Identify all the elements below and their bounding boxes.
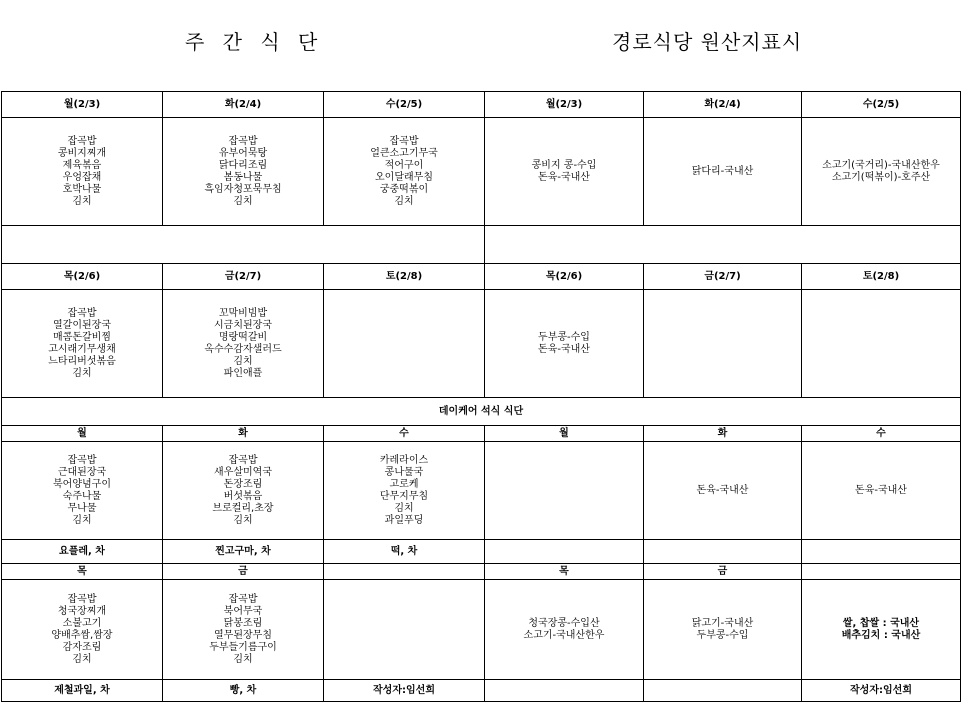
day-header: 화(2/4) [163,92,324,118]
day-header: 수 [324,426,485,442]
empty-cell [644,540,802,564]
day-header: 월(2/3) [2,92,163,118]
snack-cell: 제철과일, 차 [2,680,163,702]
day-header: 토(2/8) [324,264,485,290]
day-header: 목 [2,564,163,580]
menu-cell: 잡곡밥 북어무국 닭봉조림 열무된장무침 두부들기름구이 김치 [163,580,324,680]
origin-cell: 콩비지 콩-수입 돈육-국내산 [485,118,644,226]
day-header: 금 [163,564,324,580]
snack-cell: 빵, 차 [163,680,324,702]
origin-day-header: 수(2/5) [802,92,961,118]
author-cell: 작성자:임선희 [802,680,961,702]
author-cell: 작성자:임선희 [324,680,485,702]
origin-day-header: 목 [485,564,644,580]
origin-cell: 돈육-국내산 [644,442,802,540]
menu-cell: 잡곡밥 콩비지찌개 제육볶음 우엉잡채 호박나물 김치 [2,118,163,226]
origin-day-header: 토(2/8) [802,264,961,290]
origin-day-header: 월(2/3) [485,92,644,118]
origin-day-header: 수 [802,426,961,442]
origin-cell: 두부콩-수입 돈육-국내산 [485,290,644,398]
snack-cell: 떡, 차 [324,540,485,564]
origin-label-title: 경로식당 원산지표시 [612,30,803,54]
empty-cell [485,680,644,702]
origin-day-header: 금 [644,564,802,580]
empty-cell [802,540,961,564]
menu-cell: 잡곡밥 근대된장국 북어양념구이 숙주나물 무나물 김치 [2,442,163,540]
menu-cell: 잡곡밥 청국장찌개 소불고기 양배추쌈,쌈장 감자조림 김치 [2,580,163,680]
origin-cell: 청국장콩-수입산 소고기-국내산한우 [485,580,644,680]
origin-cell [485,442,644,540]
daycare-snack-row-2 [2,680,961,702]
menu-cell: 잡곡밥 얼큰소고기무국 적어구이 오이달래무침 궁중떡볶이 김치 [324,118,485,226]
day-header: 수(2/5) [324,92,485,118]
origin-day-header: 화 [644,426,802,442]
daycare-header-row-2 [2,564,961,580]
menu-cell [324,290,485,398]
origin-day-header: 화(2/4) [644,92,802,118]
spacer-row [2,226,961,264]
origin-cell: 돈육-국내산 [802,442,961,540]
menu-cell: 카레라이스 콩나물국 고로케 단무지무침 김치 과일푸딩 [324,442,485,540]
empty-cell [485,540,644,564]
menu-cell: 잡곡밥 새우살미역국 돈장조림 버섯볶음 브로컬리,초장 김치 [163,442,324,540]
origin-cell: 쌀, 찹쌀 : 국내산 배추김치 : 국내산 [802,580,961,680]
week2-menu-row [2,290,961,398]
origin-day-header: 월 [485,426,644,442]
origin-cell: 소고기(국거리)-국내산한우 소고기(떡볶이)-호주산 [802,118,961,226]
daycare-header-row-1 [2,426,961,442]
origin-day-header: 금(2/7) [644,264,802,290]
menu-table [1,91,961,702]
daycare-menu-row-2 [2,580,961,680]
week1-menu-row [2,118,961,226]
day-header [324,564,485,580]
origin-cell [644,290,802,398]
week1-header-row [2,92,961,118]
menu-cell [324,580,485,680]
daycare-snack-row-1 [2,540,961,564]
snack-cell: 찐고구마, 차 [163,540,324,564]
origin-cell: 닭다리-국내산 [644,118,802,226]
origin-cell: 닭고기-국내산 두부콩-수입 [644,580,802,680]
origin-day-header: 목(2/6) [485,264,644,290]
spacer-cell [485,226,961,264]
daycare-menu-row-1 [2,442,961,540]
day-header: 월 [2,426,163,442]
day-header: 화 [163,426,324,442]
menu-cell: 잡곡밥 열갈이된장국 매콤돈갈비찜 고시래기무생채 느타리버섯볶음 김치 [2,290,163,398]
daycare-section-title: 데이케어 석식 식단 [2,398,961,426]
origin-day-header [802,564,961,580]
daycare-section-row [2,398,961,426]
origin-cell [802,290,961,398]
menu-cell: 꼬막비빔밥 시금치된장국 명랑떡갈비 옥수수감자샐러드 김치 파인애플 [163,290,324,398]
weekly-menu-title: 주 간 식 단 [185,30,324,54]
snack-cell: 요플레, 차 [2,540,163,564]
day-header: 금(2/7) [163,264,324,290]
empty-cell [644,680,802,702]
week2-header-row [2,264,961,290]
menu-cell: 잡곡밥 유부어묵탕 닭다리조림 봄동나물 흑임자청포묵무침 김치 [163,118,324,226]
day-header: 목(2/6) [2,264,163,290]
spacer-cell [2,226,485,264]
